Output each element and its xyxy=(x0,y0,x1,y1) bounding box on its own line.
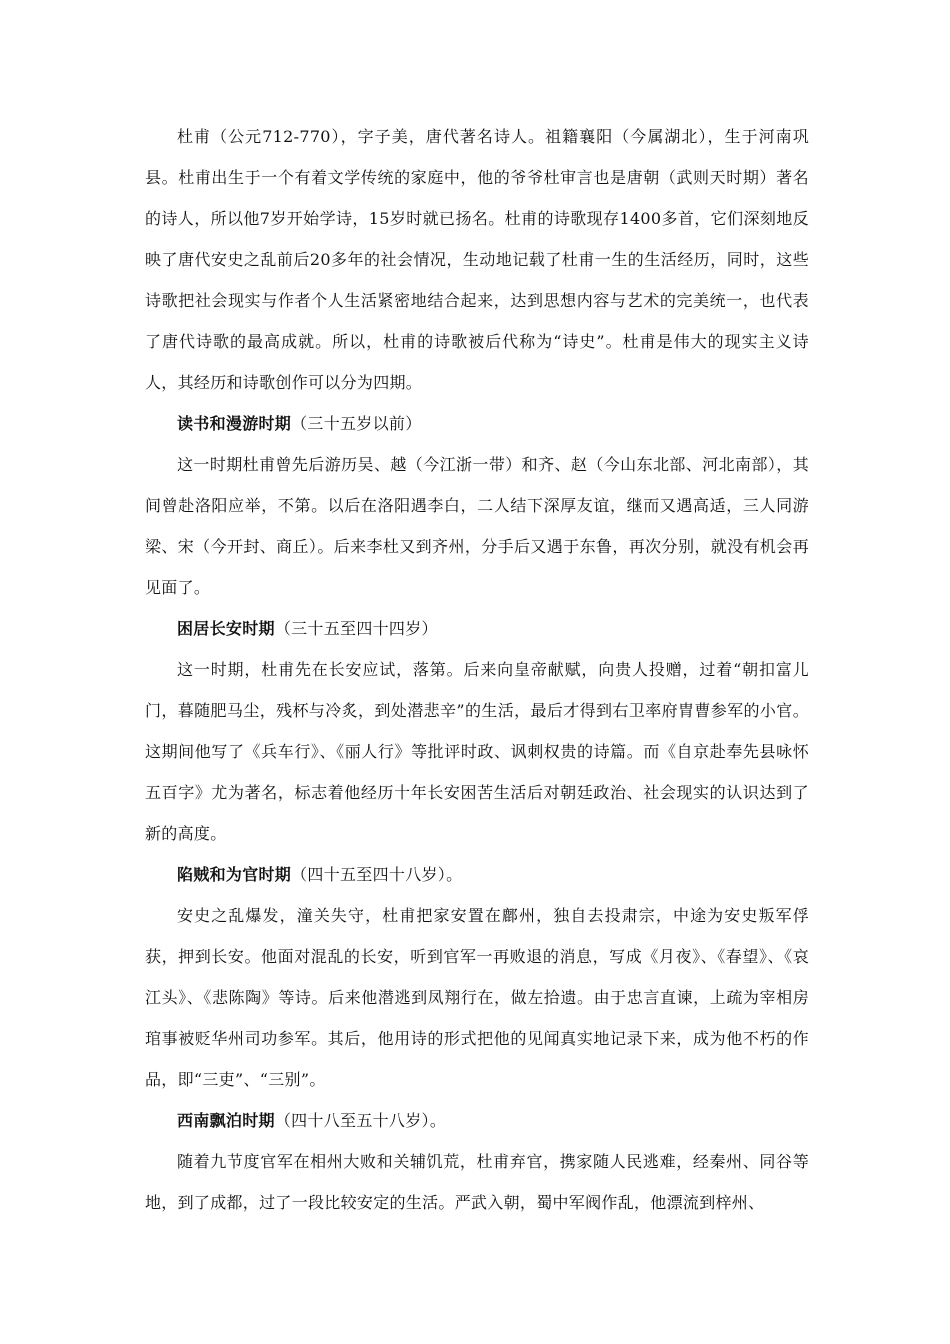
section-heading-2 xyxy=(145,608,809,649)
section-heading-4 xyxy=(145,1100,809,1141)
section-title: 西南飘泊时期 xyxy=(177,1111,275,1130)
intro-paragraph: 杜甫（公元712-770），字子美，唐代著名诗人。祖籍襄阳（今属湖北），生于河南巩县。杜甫出生于一个有着文学传统的家庭中，他的爷爷杜审言也是唐朝（武则天时期）著名的诗人，所以他7岁开始学诗，15岁时就已扬名。杜甫的诗歌现存1400多首，它们深刻地反映了唐代安史之乱前后20多年的社会情况，生动地记载了杜甫一生的生活经历，同时，这些诗歌把社会现实与作者个人生活紧密地结合起来，达到思想内容与艺术的完美统一，也代表了唐代诗歌的最高成就。所以，杜甫的诗歌被后代称为“诗史”。杜甫是伟大的现实主义诗人，其经历和诗歌创作可以分为四期。 xyxy=(145,127,809,392)
section-age-range: （三十五岁以前） xyxy=(291,414,422,433)
section-title: 读书和漫游时期 xyxy=(177,414,292,433)
section-age-range: （三十五至四十四岁） xyxy=(274,619,438,638)
section-body-2: 这一时期，杜甫先在长安应试，落第。后来向皇帝献赋，向贵人投赠，过着“朝扣富儿门，暮随肥马尘，残杯与冷炙，到处潜悲辛”的生活，最后才得到右卫率府胄曹参军的小官。这期间他写了《兵车行》、《丽人行》等批评时政、讽刺权贵的诗篇。而《自京赴奉先县咏怀五百字》尤为著名，标志着他经历十年长安困苦生活后对朝廷政治、社会现实的认识达到了新的高度。 xyxy=(145,660,809,843)
section-age-range: （四十八至五十八岁）。 xyxy=(274,1111,447,1130)
section-body-3: 安史之乱爆发，潼关失守，杜甫把家安置在鄜州，独自去投肃宗，中途为安史叛军俘获，押到长安。他面对混乱的长安，听到官军一再败退的消息，写成《月夜》、《春望》、《哀江头》、《悲陈陶》等诗。后来他潜逃到凤翔行在，做左拾遗。由于忠言直谏，上疏为宰相房琯事被贬华州司功参军。其后，他用诗的形式把他的见闻真实地记录下来，成为他不朽的作品，即“三吏”、“三别”。 xyxy=(145,906,809,1089)
section-title: 陷贼和为官时期 xyxy=(177,865,292,884)
section-heading-3 xyxy=(145,854,809,895)
document-page xyxy=(145,116,809,1223)
section-body-1: 这一时期杜甫曾先后游历吴、越（今江浙一带）和齐、赵（今山东北部、河北南部），其间曾赴洛阳应举，不第。以后在洛阳遇李白，二人结下深厚友谊，继而又遇高适，三人同游梁、宋（今开封、商丘）。后来李杜又到齐州，分手后又遇于东鲁，再次分别，就没有机会再见面了。 xyxy=(145,455,809,597)
section-body-4: 随着九节度官军在相州大败和关辅饥荒，杜甫弃官，携家随人民逃难，经秦州、同谷等地，到了成都，过了一段比较安定的生活。严武入朝，蜀中军阀作乱，他漂流到梓州、 xyxy=(145,1152,809,1212)
section-heading-1 xyxy=(145,403,809,444)
section-age-range: （四十五至四十八岁）。 xyxy=(291,865,463,884)
section-title: 困居长安时期 xyxy=(177,619,275,638)
